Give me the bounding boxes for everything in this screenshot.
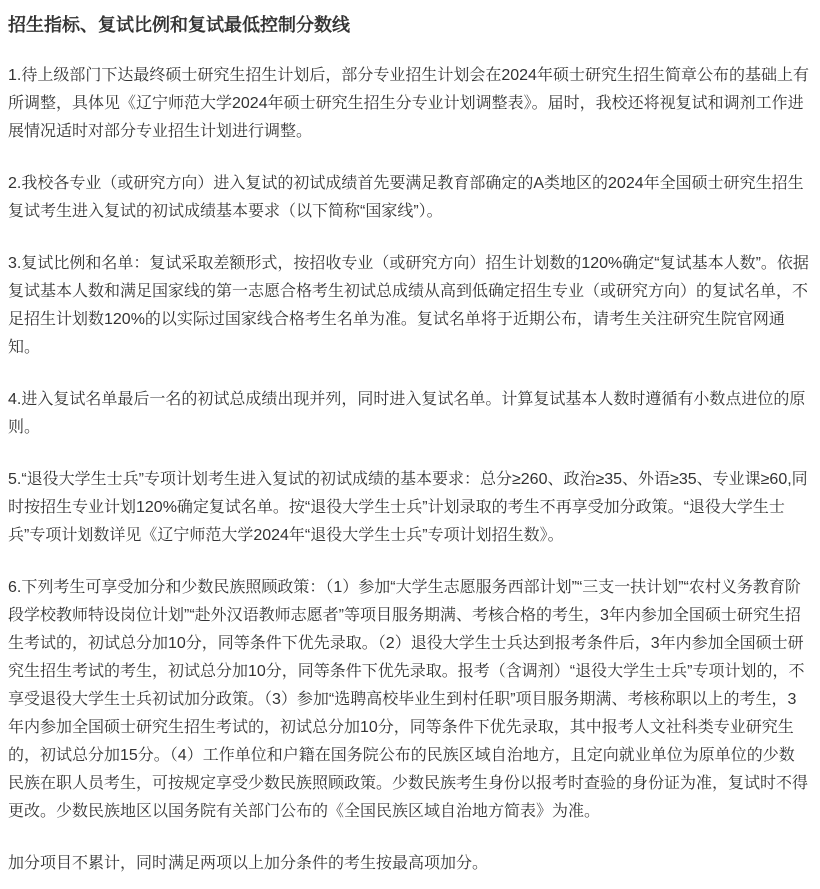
- paragraph-4-tie-rule: 4.进入复试名单最后一名的初试总成绩出现并列，同时进入复试名单。计算复试基本人数时遵循有小数点进位的原则。: [8, 391, 806, 436]
- paragraph-7-no-stacking-rule: 加分项目不累计，同时满足两项以上加分条件的考生按最高项加分。: [8, 855, 489, 872]
- document-title: 招生指标、复试比例和复试最低控制分数线: [8, 15, 350, 35]
- paragraph-6-bonus-policies: 6.下列考生可享受加分和少数民族照顾政策：（1）参加“大学生志愿服务西部计划”“三支一扶计划”“农村义务教育阶段学校教师特设岗位计划”“赴外汉语教师志愿者”等项目服务期满、考核合格的考生，3年内参加全国硕士研究生招生考试的，初试总分加10分，同等条件下优先录取。（2）退役大学生士兵达到报考条件后，3年内参加全国硕士研究生招生考试的考生，初试总分加10分，同等条件下优先录取。报考（含调剂）“退役大学生士兵”专项计划的，不享受退役大学生士兵初试加分政策。（3）参加“选聘高校毕业生到村任职”项目服务期满、考核称职以上的考生，3年内参加全国硕士研究生招生考试的，初试总分加10分，同等条件下优先录取，其中报考人文社科类专业研究生的，初试总分加15分。（4）工作单位和户籍在国务院公布的民族区域自治地方，且定向就业单位为原单位的少数民族在职人员考生，可按规定享受少数民族照顾政策。少数民族考生身份以报考时查验的身份证为准，复试时不得更改。少数民族地区以国务院有关部门公布的《全国民族区域自治地方简表》为准。: [8, 579, 809, 820]
- paragraph-3-reexam-ratio-list: 3.复试比例和名单：复试采取差额形式，按招收专业（或研究方向）招生计划数的120%确定“复试基本人数”。依据复试基本人数和满足国家线的第一志愿合格考生初试总成绩从高到低确定招生专业（或研究方向）的复试名单，不足招生计划数120%的以实际过国家线合格考生名单为准。复试名单将于近期公布，请考生关注研究生院官网通知。: [8, 255, 809, 356]
- paragraph-2-national-line: 2.我校各专业（或研究方向）进入复试的初试成绩首先要满足教育部确定的A类地区的2024年全国硕士研究生招生复试考生进入复试的初试成绩基本要求（以下简称“国家线”）。: [8, 175, 804, 220]
- paragraph-1-plan-adjustment: 1.待上级部门下达最终硕士研究生招生计划后，部分专业招生计划会在2024年硕士研究生招生简章公布的基础上有所调整，具体见《辽宁师范大学2024年硕士研究生招生分专业计划调整表》。届时，我校还将视复试和调剂工作进展情况适时对部分专业招生计划进行调整。: [8, 67, 809, 140]
- paragraph-5-veteran-plan-requirements: 5.“退役大学生士兵”专项计划考生进入复试的初试成绩的基本要求：总分≥260、政治≥35、外语≥35、专业课≥60,同时按招生专业计划120%确定复试名单。按“退役大学生士兵”计划录取的考生不再享受加分政策。“退役大学生士兵”专项计划数详见《辽宁师范大学2024年“退役大学生士兵”专项计划招生数》。: [8, 471, 808, 544]
